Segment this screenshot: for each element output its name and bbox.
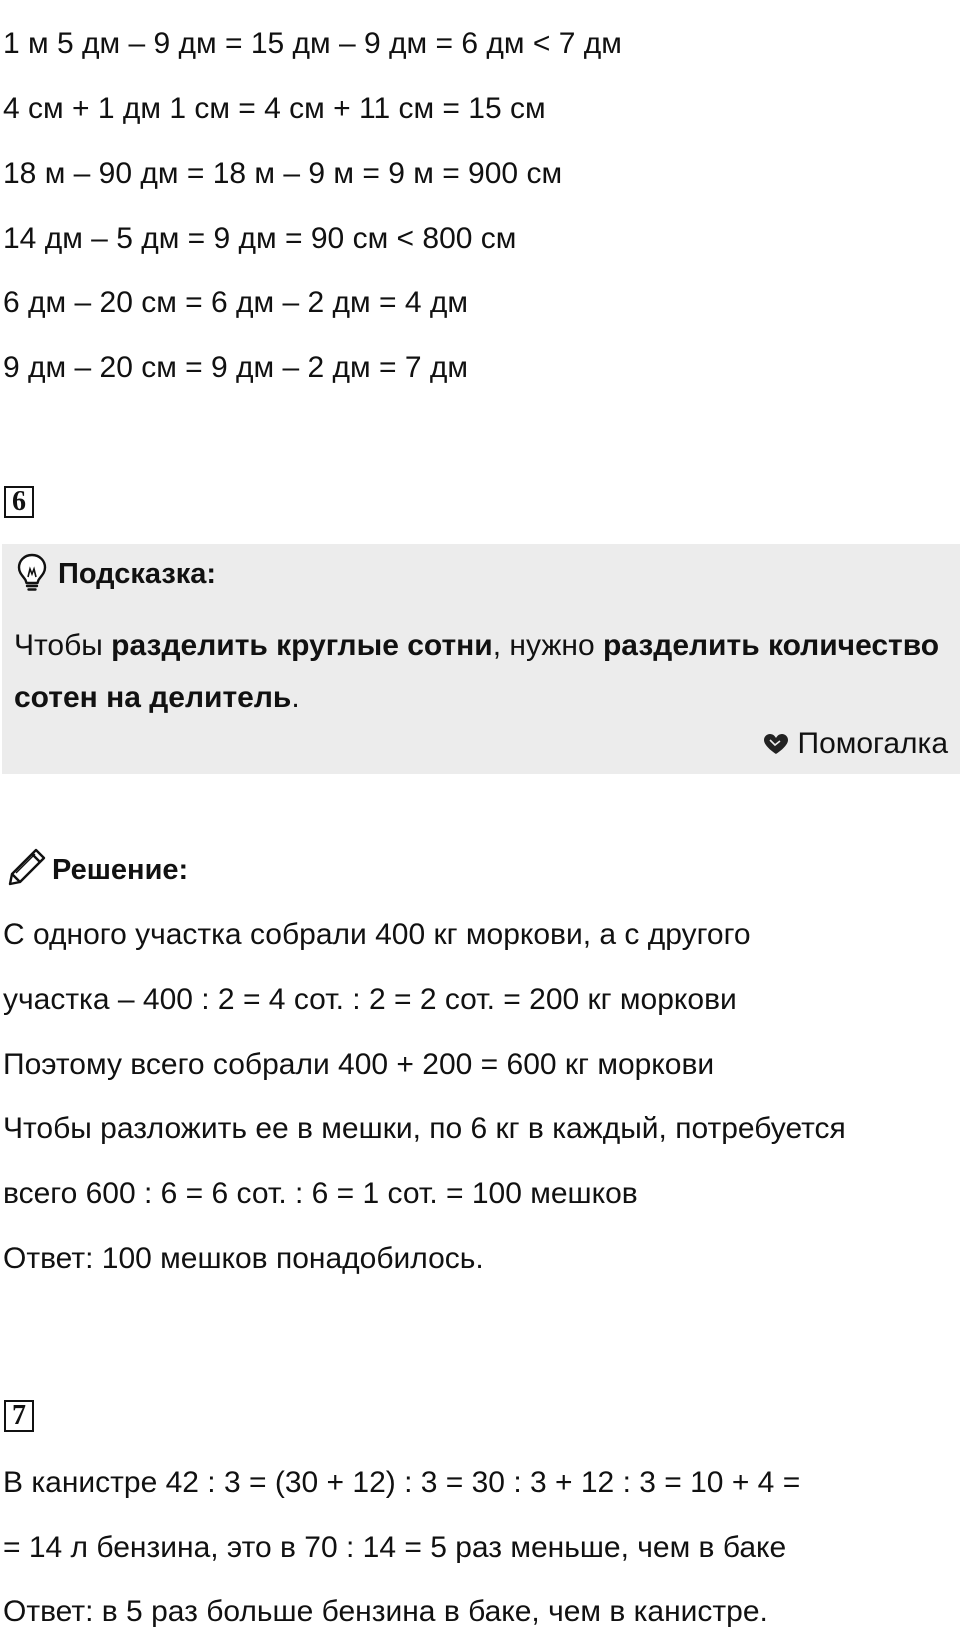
calc-line-3: 18 м – 90 дм = 18 м – 9 м = 9 м = 900 см [3,157,563,190]
solution-line-2: участка – 400 : 2 = 4 сот. : 2 = 2 сот. = 200 кг моркови [3,983,737,1016]
hint-text-part-1: Чтобы [14,629,112,662]
hint-text [14,620,944,724]
hint-source-label: Помогалка [797,727,948,760]
hint-text-bold-2: разделить количество сотен на делитель [14,629,940,714]
answer-line-7: Ответ: в 5 раз больше бензина в баке, чем в канистре. [3,1595,768,1628]
calc-line-1: 1 м 5 дм – 9 дм = 15 дм – 9 дм = 6 дм < 7 дм [3,27,622,60]
task7-line-1: В канистре 42 : 3 = (30 + 12) : 3 = 30 : 3 + 12 : 3 = 10 + 4 = [3,1466,801,1499]
task-number-6: 6 [4,486,34,518]
solution-line-5: всего 600 : 6 = 6 сот. : 6 = 1 сот. = 100 мешков [3,1177,638,1210]
solution-line-3: Поэтому всего собрали 400 + 200 = 600 кг моркови [3,1048,715,1081]
hint-text-bold-1: разделить круглые сотни [111,629,493,662]
hint-title: Подсказка: [58,558,217,590]
hint-text-part-3: . [291,681,300,714]
calc-line-2: 4 см + 1 дм 1 см = 4 см + 11 см = 15 см [3,92,546,125]
calc-line-6: 9 дм – 20 см = 9 дм – 2 дм = 7 дм [3,351,469,384]
answer-line-6: Ответ: 100 мешков понадобилось. [3,1242,484,1275]
heart-icon [762,732,790,756]
task-number-7: 7 [4,1400,34,1432]
task7-line-2: = 14 л бензина, это в 70 : 14 = 5 раз меньше, чем в баке [3,1531,787,1564]
solution-title: Решение: [52,854,189,886]
lightbulb-icon [16,552,48,592]
hint-text-part-2: , нужно [492,629,603,662]
solution-line-4: Чтобы разложить ее в мешки, по 6 кг в каждый, потребуется [3,1112,846,1145]
calc-line-4: 14 дм – 5 дм = 9 дм = 90 см < 800 см [3,222,517,255]
solution-line-1: С одного участка собрали 400 кг моркови, а с другого [3,918,751,951]
pencil-icon [6,846,48,888]
hint-source[interactable] [762,726,949,762]
calc-line-5: 6 дм – 20 см = 6 дм – 2 дм = 4 дм [3,286,469,319]
